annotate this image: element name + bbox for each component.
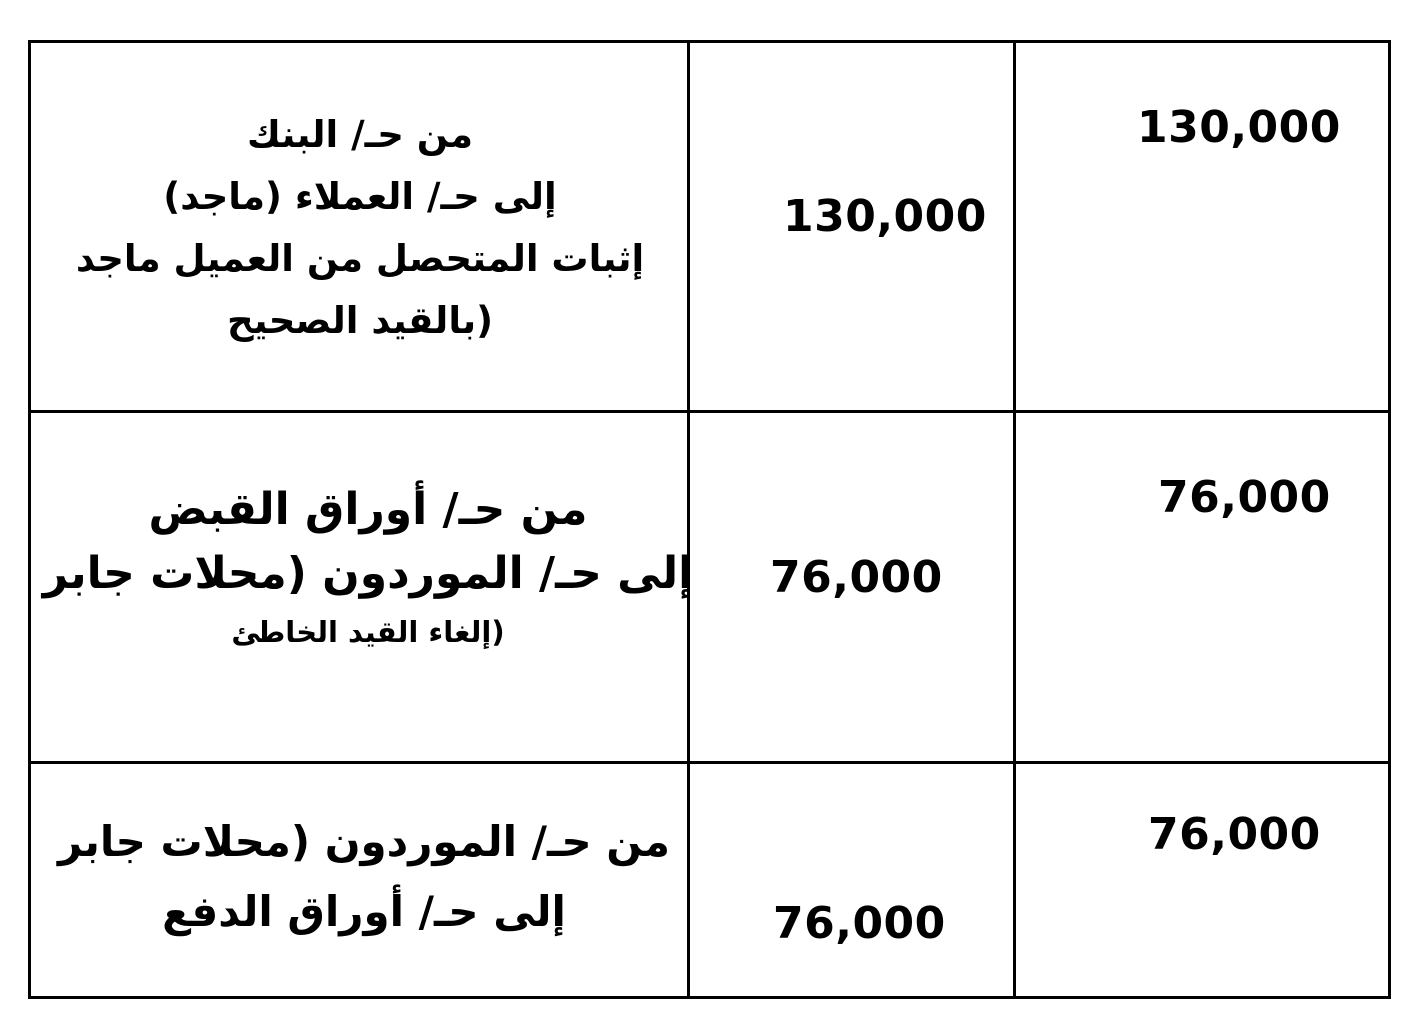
description-line: إثبات المتحصل من العميل ماجد bbox=[75, 237, 645, 280]
description-line: إلى حـ/ أوراق الدفع bbox=[162, 887, 566, 936]
row-divider bbox=[31, 410, 1388, 413]
debit-amount: 130,000 bbox=[1137, 102, 1341, 153]
description-line: إلى حـ/ الموردون (محلات جابر bbox=[42, 548, 694, 599]
credit-amount: 130,000 bbox=[783, 191, 987, 242]
column-divider bbox=[1013, 43, 1016, 996]
description-line: (إلغاء القيد الخاطئ bbox=[231, 615, 505, 649]
description-line: إلى حـ/ العملاء (ماجد) bbox=[163, 175, 557, 218]
credit-amount: 76,000 bbox=[773, 898, 946, 949]
description-line: من حـ/ البنك bbox=[246, 113, 474, 156]
entry-description bbox=[76, 104, 644, 352]
entry-description bbox=[58, 807, 670, 947]
description-line: من حـ/ أوراق القبض bbox=[148, 484, 588, 535]
credit-amount: 76,000 bbox=[770, 552, 943, 603]
debit-amount: 76,000 bbox=[1148, 809, 1321, 860]
row-divider bbox=[31, 761, 1388, 764]
description-line: من حـ/ الموردون (محلات جابر bbox=[57, 817, 671, 866]
debit-amount: 76,000 bbox=[1158, 472, 1331, 523]
entry-description bbox=[43, 478, 694, 658]
description-line: (بالقيد الصحيح bbox=[226, 299, 494, 342]
